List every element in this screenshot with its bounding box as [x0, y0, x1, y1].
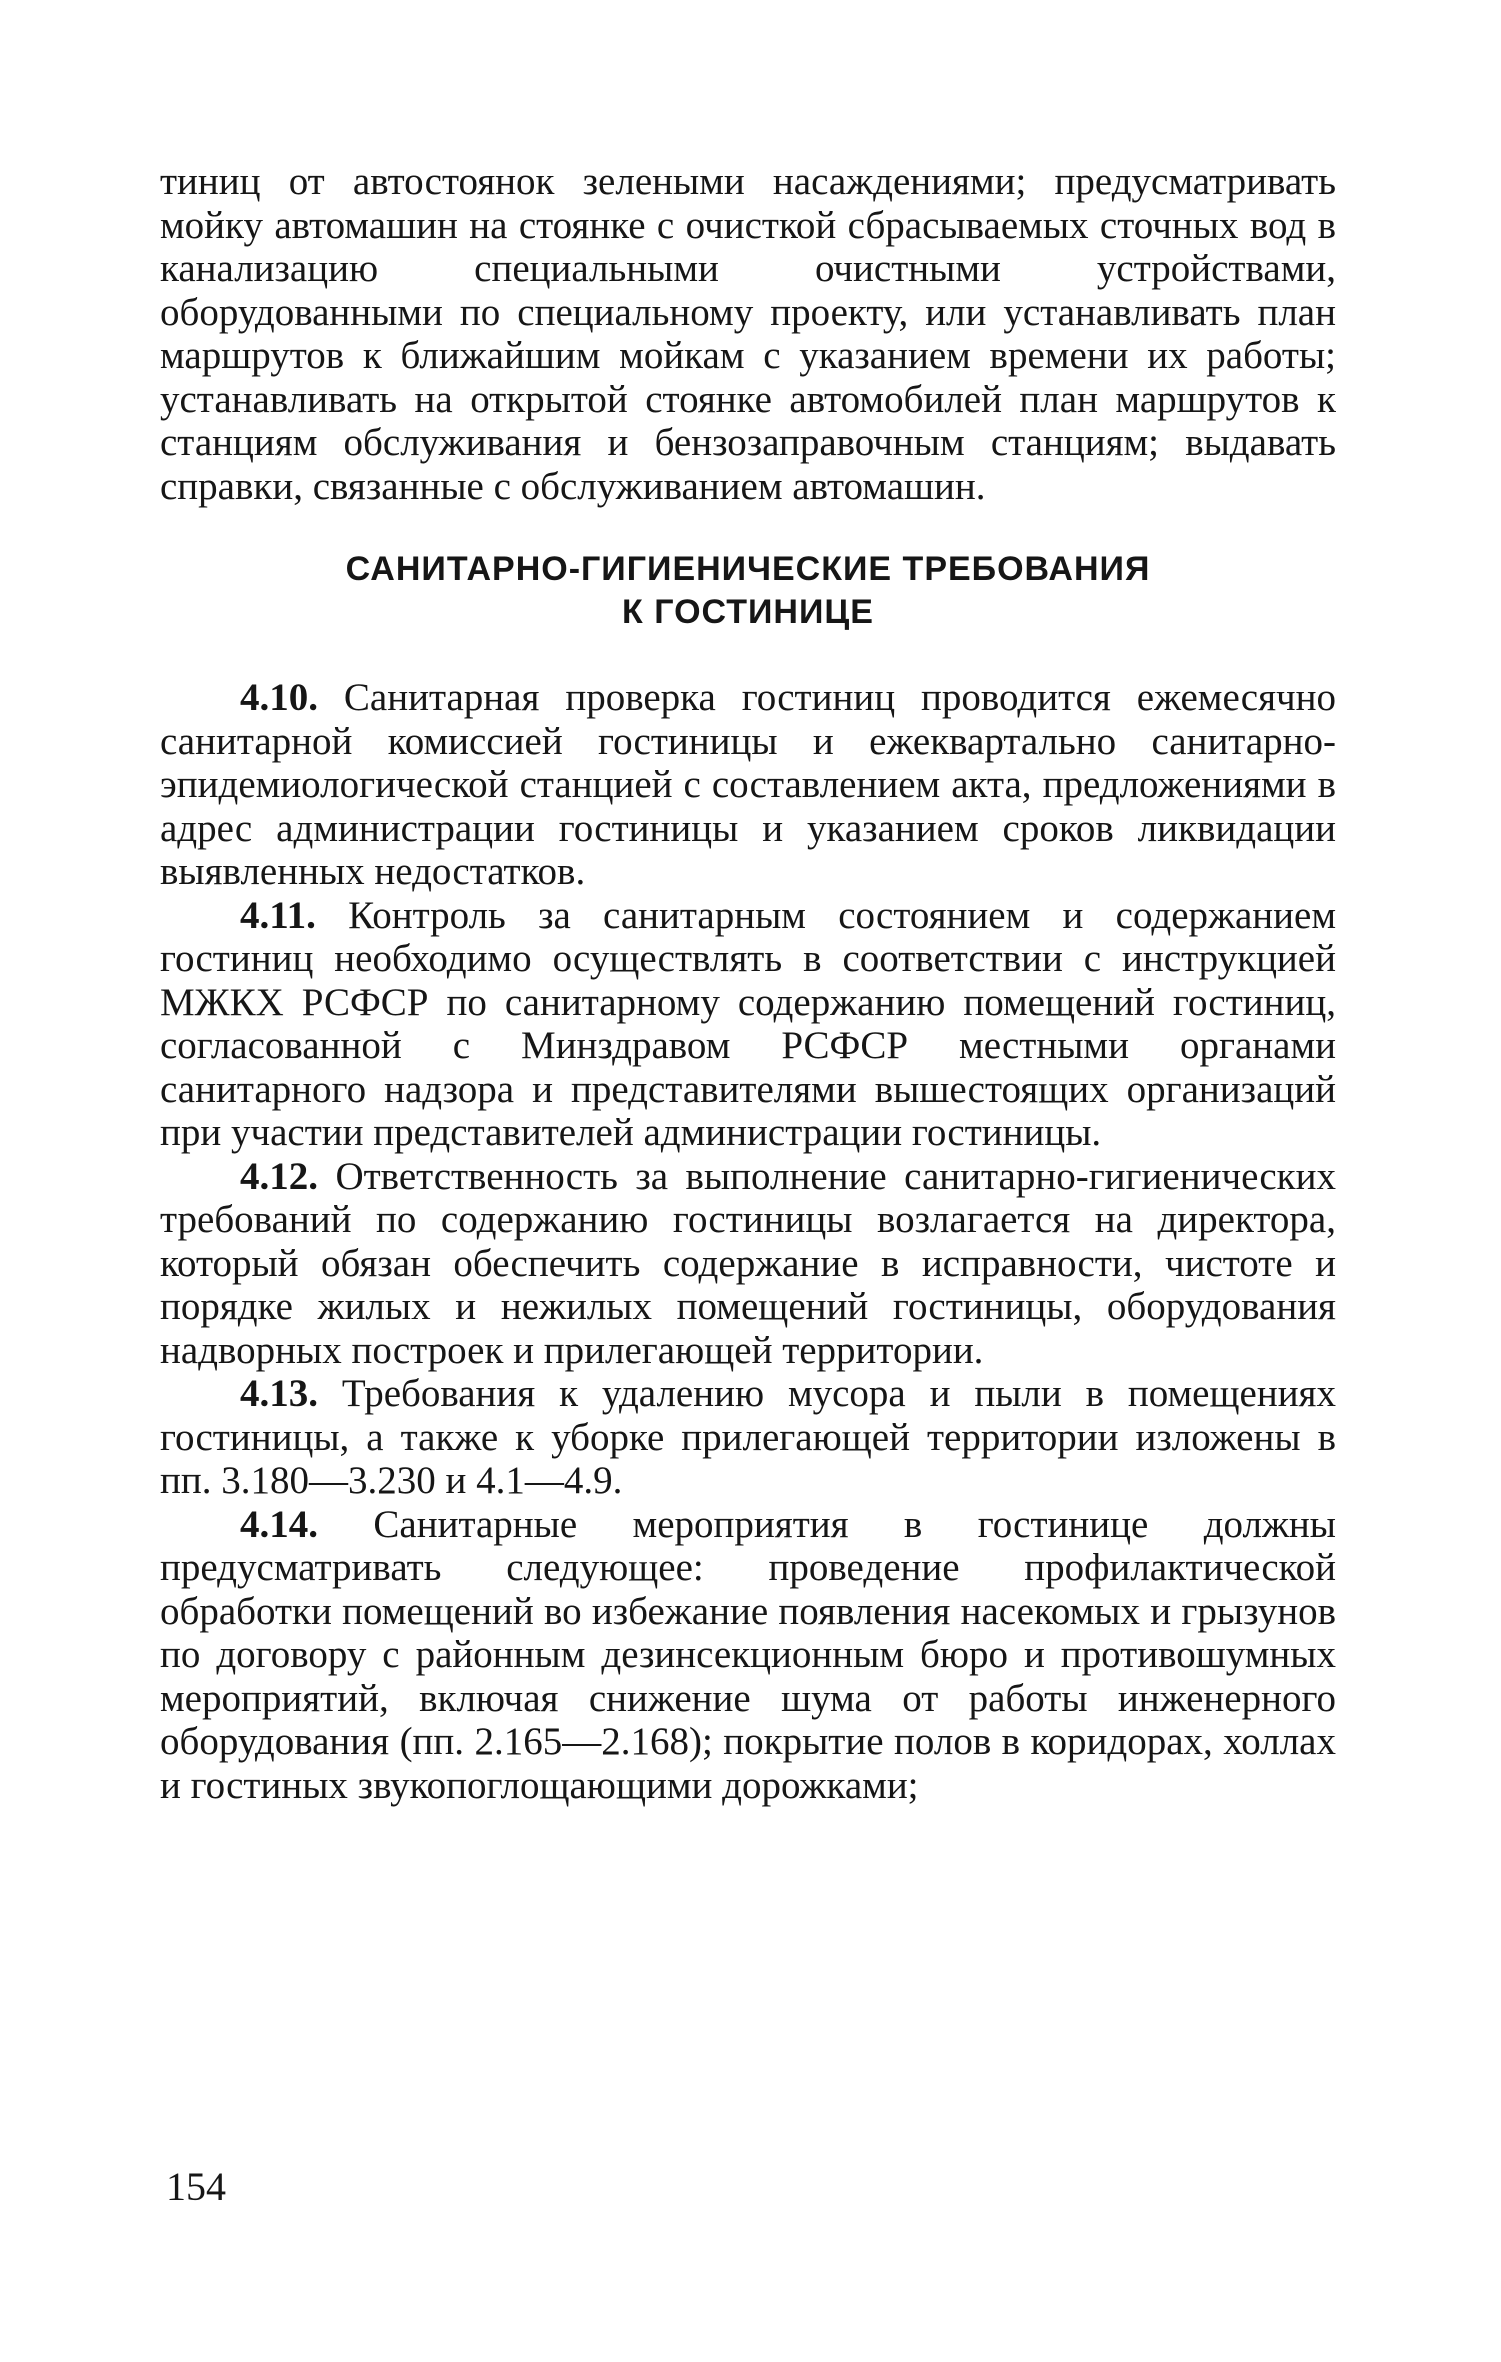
- paragraph-number: 4.14.: [240, 1502, 318, 1546]
- paragraph-text: Санитарная проверка гостиниц проводится ежемесячно санитарной комиссией гостиницы и ежеквартально санитарно-эпидемиологической станцией с составлением акта, предложениями в адрес администрации гостиницы и указанием сроков ликвидации выявленных недостатков.: [160, 676, 1337, 893]
- page-body: [160, 160, 1336, 1807]
- paragraph-4-12: [160, 1155, 1336, 1373]
- paragraph-number: 4.13.: [240, 1372, 318, 1415]
- continuation-paragraph: тиниц от автостоянок зелеными насаждениями; предусматривать мойку автомашин на стоянке с очисткой сбрасываемых сточных вод в канализацию специальными очистными устройствами, оборудованными по специальному проекту, или устанавливать план маршрутов к ближайшим мойкам с указанием времени их работы; устанавливать на открытой стоянке автомобилей план маршрутов к станциям обслуживания и бензозаправочным станциям; выдавать справки, связанные с обслуживанием автомашин.: [160, 160, 1336, 508]
- heading-line-2: К ГОСТИНИЦЕ: [622, 593, 874, 631]
- paragraph-number: 4.12.: [240, 1154, 318, 1198]
- paragraph-4-13: [160, 1372, 1336, 1503]
- paragraph-text: Контроль за санитарным состоянием и содержанием гостиниц необходимо осуществлять в соответствии с инструкцией МЖКХ РСФСР по санитарному содержанию помещений гостиниц, согласованной с Минздравом РСФСР местными органами санитарного надзора и представителями вышестоящих организаций при участии представителей администрации гостиницы.: [160, 893, 1336, 1154]
- paragraph-4-10: [160, 676, 1336, 894]
- section-heading: [160, 548, 1336, 634]
- paragraph-number: 4.11.: [240, 893, 316, 937]
- paragraph-4-11: [160, 894, 1336, 1155]
- paragraph-text: Требования к удалению мусора и пыли в помещениях гостиницы, а также к уборке прилегающей территории изложены в пп. 3.180—3.230 и 4.1—4.9.: [160, 1372, 1336, 1502]
- paragraph-4-14: [160, 1503, 1336, 1808]
- paragraph-text: Санитарные мероприятия в гостинице должны предусматривать следующее: проведение профилактической обработки помещений во избежание появления насекомых и грызунов по договору с районным дезинсекционным бюро и противошумных мероприятий, включая снижение шума от работы инженерного оборудования (пп. 2.165—2.168); покрытие полов в коридорах, холлах и гостиных звукопоглощающими дорожками;: [160, 1502, 1337, 1807]
- page-number: 154: [166, 2164, 226, 2209]
- heading-line-1: САНИТАРНО-ГИГИЕНИЧЕСКИЕ ТРЕБОВАНИЯ: [345, 550, 1151, 588]
- paragraph-text: Ответственность за выполнение санитарно-гигиенических требований по содержанию гостиницы возлагается на директора, который обязан обеспечить содержание в исправности, чистоте и порядке жилых и нежилых помещений гостиницы, оборудования надворных построек и прилегающей территории.: [160, 1154, 1337, 1372]
- paragraph-number: 4.10.: [240, 676, 318, 719]
